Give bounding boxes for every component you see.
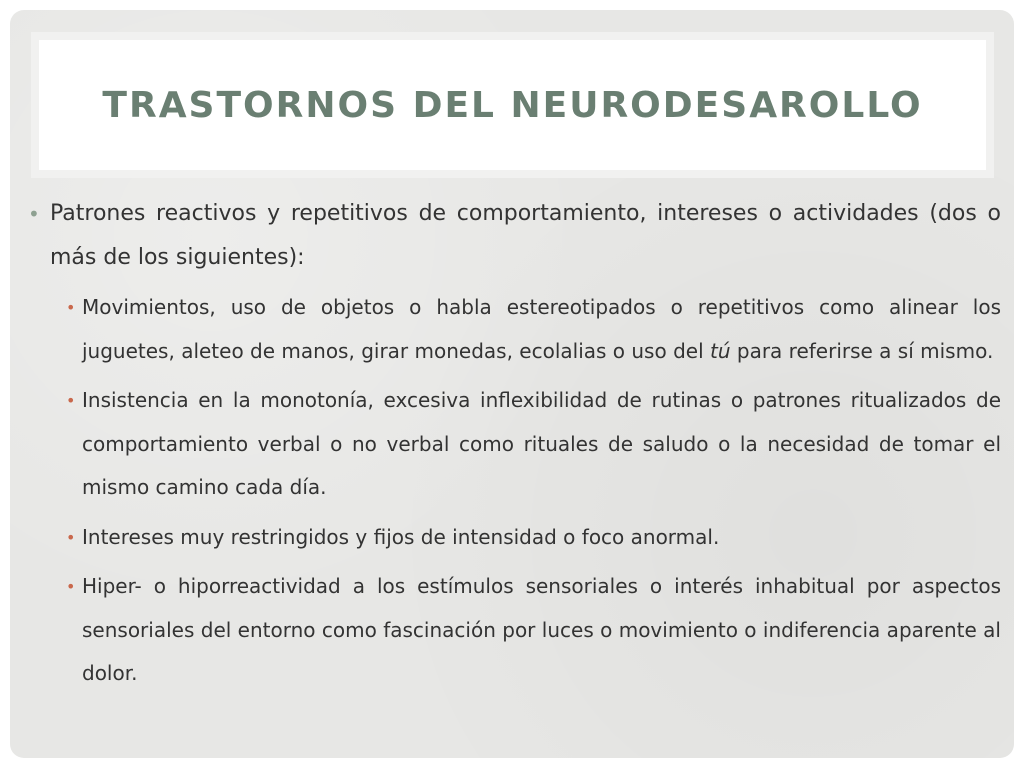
sub-point-text: Intereses muy restringidos y fijos de intensidad o foco anormal. [82, 524, 720, 549]
bullet-dot-icon: • [66, 527, 76, 547]
sub-point-italic-text: tú [709, 338, 731, 363]
sub-point-text: Hiper- o hiporreactividad a los estímulos sensoriales o interés inhabitual por aspectos sensoriales del entorno como fascinación por luces o movimiento o indiferencia aparente al dolor. [82, 574, 1001, 685]
sub-point-text: Movimientos, uso de objetos o habla estereotipados o repetitivos como alinear los juguetes, aleteo de manos, girar monedas, ecolalias o uso del [82, 295, 1001, 363]
main-point-text: Patrones reactivos y repetitivos de comportamiento, intereses o actividades (dos o más de los siguientes): [50, 201, 1001, 270]
slide-content [26, 192, 1001, 702]
title-frame [31, 32, 994, 178]
main-bullet-point [26, 192, 1001, 280]
title-box [39, 40, 986, 170]
sub-bullet-item [26, 286, 1001, 373]
bullet-dot-icon: • [66, 298, 76, 317]
sub-bullet-item [26, 516, 1001, 560]
bullet-dot-icon: • [66, 577, 76, 596]
sub-point-text: Insistencia en la monotonía, excesiva inflexibilidad de rutinas o patrones ritualizados de comportamiento verbal o no verbal como rituales de saludo o la necesidad de tomar el mismo camino cada día. [82, 388, 1001, 499]
sub-bullet-item [26, 379, 1001, 510]
sub-point-text-end: para referirse a sí mismo. [730, 338, 994, 363]
bullet-dot-icon: • [28, 202, 40, 226]
slide-title: TRASTORNOS DEL NEURODESAROLLO [102, 84, 923, 126]
slide [10, 10, 1014, 758]
sub-bullet-item [26, 565, 1001, 696]
bullet-dot-icon: • [66, 391, 76, 410]
sub-bullet-list [26, 286, 1001, 696]
